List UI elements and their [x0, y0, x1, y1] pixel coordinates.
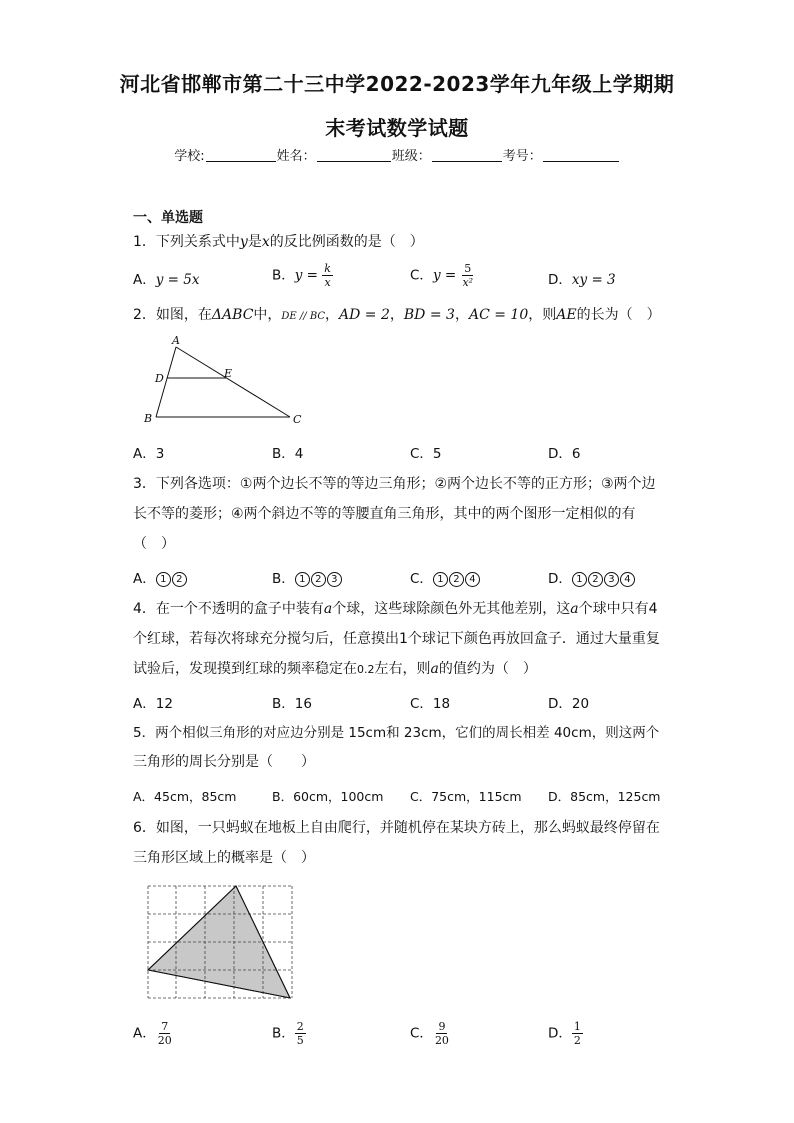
q3-line-3: （ ）: [133, 536, 175, 552]
q4-line-2: 个红球，若每次将球充分搅匀后，任意摸出1个球记下颜色再放回盒子．通过大量重复: [133, 631, 660, 647]
q6-line-2: 三角形区域上的概率是（ ）: [133, 850, 315, 866]
q6-d-numerator: 1: [573, 1020, 581, 1033]
q5-option-c[interactable]: C．75cm，115cm: [410, 789, 522, 804]
q6-option-b-letter: B．: [272, 1025, 295, 1042]
title-line-1: 河北省邯郸市第二十三中学2022-2023学年九年级上学期期: [119, 72, 675, 96]
exam-no-label: 考号：: [502, 149, 542, 164]
q1-var-x: x: [261, 234, 270, 250]
q2-text-b: 的长为（ ）: [576, 307, 661, 323]
q4-text-d: 试验后，发现摸到红球的频率稳定在: [133, 661, 357, 677]
q6-a-numerator: 7: [161, 1020, 169, 1033]
class-label: 班级：: [391, 149, 431, 164]
q6-option-b[interactable]: [272, 1020, 306, 1047]
q6-option-a[interactable]: [133, 1020, 174, 1047]
q6-c-numerator: 9: [438, 1020, 446, 1033]
q3-option-a[interactable]: [133, 567, 188, 587]
q4-var-a: a: [570, 601, 579, 617]
q2-stem: [133, 305, 661, 327]
q6-d-denominator: 2: [573, 1034, 581, 1047]
q5-option-d[interactable]: D．85cm，125cm: [548, 789, 661, 804]
q2-sep-3: ，: [454, 307, 469, 323]
circled-number: 3: [327, 572, 342, 587]
q2-option-c[interactable]: C．5: [410, 446, 442, 462]
q3-option-b[interactable]: [272, 567, 343, 587]
q1-option-c-letter: C．: [410, 267, 433, 284]
circled-number: 1: [295, 572, 310, 587]
q5-line-2: 三角形的周长分别是（ ）: [133, 754, 315, 770]
q2-cond-ac: AC = 10: [468, 307, 529, 323]
q2-ae: AE: [556, 307, 577, 323]
circled-number: 2: [311, 572, 326, 587]
q4-frequency: 0.2: [357, 663, 375, 676]
q1-option-a-expr: y = 5x: [155, 272, 200, 288]
q6-line-1: 6．如图，一只蚂蚁在地板上自由爬行，并随机停在某块方砖上，那么蚂蚁最终停留在: [133, 820, 660, 836]
school-label: 学校:: [174, 149, 205, 164]
class-blank[interactable]: [432, 149, 502, 162]
q2-option-d[interactable]: D．6: [548, 446, 581, 462]
q2-cond-parallel: DE // BC: [281, 311, 326, 322]
q6-c-denominator: 20: [434, 1034, 449, 1047]
q3-option-d-letter: D．: [548, 571, 572, 587]
q3-option-d[interactable]: [548, 567, 636, 587]
q6-option-d-letter: D．: [548, 1025, 572, 1042]
q1-text-b: 是: [247, 234, 262, 250]
circled-number: 2: [449, 572, 464, 587]
q1-option-c-lhs: y =: [432, 267, 457, 284]
circled-number: 4: [620, 572, 635, 587]
school-blank[interactable]: [206, 149, 276, 162]
q2-cond-ad: AD = 2: [339, 307, 390, 323]
q2-triangle-figure: [140, 335, 310, 430]
q1-option-d-expr: xy = 3: [571, 272, 616, 288]
q4-option-b[interactable]: B．16: [272, 696, 312, 712]
q4-option-a[interactable]: A．12: [133, 696, 173, 712]
q1-option-d-letter: D．: [548, 272, 572, 288]
circled-number: 3: [604, 572, 619, 587]
q3-line-2: 长不等的菱形；④两个斜边不等的等腰直角三角形，其中的两个图形一定相似的有: [133, 506, 636, 522]
circled-number: 4: [465, 572, 480, 587]
q4-text-c: 个球中只有4: [578, 601, 658, 617]
q1-b-numerator: k: [324, 262, 331, 275]
q5-option-b[interactable]: B．60cm，100cm: [272, 789, 384, 804]
q1-option-a[interactable]: [133, 268, 199, 288]
q1-option-b-letter: B．: [272, 267, 295, 284]
q4-option-d[interactable]: D．20: [548, 696, 590, 712]
q1-option-b-fraction: [322, 262, 333, 289]
q2-sep-2: ，: [389, 307, 404, 323]
q6-option-c-letter: C．: [410, 1025, 433, 1042]
q3-option-b-letter: B．: [272, 571, 295, 587]
q1-option-a-letter: A．: [133, 272, 156, 288]
q3-option-c[interactable]: [410, 567, 481, 587]
q1-b-denominator: x: [324, 276, 331, 289]
circled-number: 2: [588, 572, 603, 587]
q1-option-b[interactable]: [272, 262, 333, 289]
q1-option-c-fraction: [460, 262, 475, 289]
exam-no-blank[interactable]: [543, 149, 619, 162]
label-e: E: [224, 367, 233, 380]
q6-option-c[interactable]: [410, 1020, 451, 1047]
q6-option-d-fraction: [572, 1020, 583, 1047]
q4-var-a: a: [323, 601, 333, 617]
q3-line-1: 3．下列各选项：①两个边长不等的等边三角形；②两个边长不等的正方形；③两个边: [133, 476, 656, 492]
q6-b-denominator: 5: [296, 1034, 304, 1047]
q2-text-mid: 中，: [253, 307, 282, 323]
q1-text-a: 1．下列关系式中: [133, 234, 240, 250]
circled-number: 1: [433, 572, 448, 587]
title-line-2: 末考试数学试题: [325, 116, 469, 140]
q1-c-denominator: x²: [462, 276, 474, 289]
q4-var-a: a: [430, 661, 439, 677]
q4-text-a: 4．在一个不透明的盒子中装有: [133, 601, 324, 617]
q4-option-c[interactable]: C．18: [410, 696, 451, 712]
circled-number: 1: [156, 572, 171, 587]
segment-ac: [176, 347, 290, 417]
q4-text-e: 左右，则: [374, 661, 431, 677]
q4-text-b: 个球，这些球除颜色外无其他差别，这: [332, 601, 571, 617]
label-b: B: [144, 412, 153, 425]
q1-c-numerator: 5: [464, 262, 472, 275]
q1-text-c: 的反比例函数的是（ ）: [269, 234, 424, 250]
q6-option-a-letter: A．: [133, 1025, 156, 1042]
label-c: C: [293, 413, 302, 426]
q2-triangle: ΔABC: [211, 307, 254, 323]
q6-b-numerator: 2: [296, 1020, 304, 1033]
q3-option-a-letter: A．: [133, 571, 156, 587]
label-d: D: [155, 372, 164, 385]
q2-sep-1: ，: [325, 307, 340, 323]
q1-option-b-lhs: y =: [294, 267, 318, 284]
q6-option-c-fraction: [433, 1020, 451, 1047]
q4-line-3: [133, 659, 537, 680]
circled-number: 1: [572, 572, 587, 587]
q2-option-a[interactable]: A．3: [133, 446, 165, 462]
q6-a-denominator: 20: [157, 1034, 172, 1047]
q6-option-a-fraction: [156, 1020, 174, 1047]
q5-option-a[interactable]: A．45cm，85cm: [133, 789, 237, 804]
q6-option-b-fraction: [295, 1020, 306, 1047]
q2-cond-bd: BD = 3: [403, 307, 455, 323]
label-a: A: [172, 335, 180, 347]
q1-option-c[interactable]: [410, 262, 475, 289]
circled-number: 2: [172, 572, 187, 587]
q5-line-1: 5．两个相似三角形的对应边分别是 15cm和 23cm，它们的周长相差 40cm，则这两个: [133, 725, 660, 741]
q1-stem: [133, 232, 424, 252]
name-label: 姓名：: [276, 149, 316, 164]
student-info: [0, 145, 794, 164]
q4-line-1: [133, 599, 658, 619]
q2-text-a: 2．如图，在: [133, 307, 212, 323]
q1-option-d[interactable]: [548, 268, 616, 288]
q4-text-f: 的值约为（ ）: [438, 661, 537, 677]
q6-grid-figure: [146, 884, 294, 1002]
q2-sep-4: ，则: [528, 307, 557, 323]
name-blank[interactable]: [317, 149, 391, 162]
q6-option-d[interactable]: [548, 1020, 583, 1047]
q3-option-c-letter: C．: [410, 571, 433, 587]
q2-option-b[interactable]: B．4: [272, 446, 304, 462]
q1-var-y: y: [239, 234, 248, 250]
section-heading: 一、单选题: [133, 210, 203, 226]
